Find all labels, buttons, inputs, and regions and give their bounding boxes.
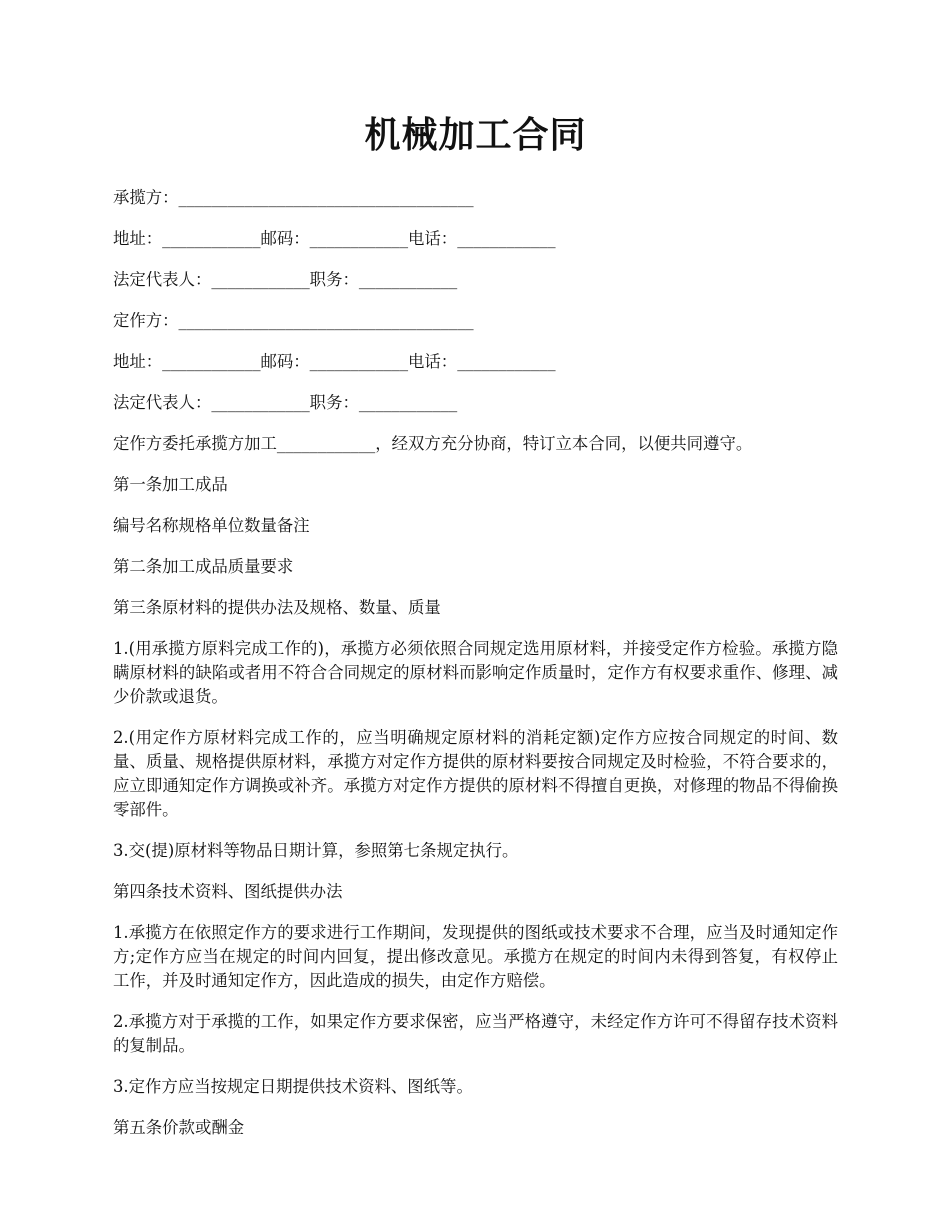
article-3-clause-3: 3.交(提)原材料等物品日期计算，参照第七条规定执行。 <box>113 841 519 860</box>
article-1-heading: 第一条加工成品 <box>113 475 228 494</box>
contractor-address-line: 地址：____________邮码：____________电话：____________ <box>113 229 556 248</box>
contractor-name-line: 承揽方：____________________________________ <box>113 188 474 207</box>
orderer-address-line: 地址：____________邮码：____________电话：____________ <box>113 352 556 371</box>
article-4-clause-2: 2.承揽方对于承揽的工作，如果定作方要求保密，应当严格遵守，未经定作方许可不得留存技术资料的复制品。 <box>113 1012 838 1055</box>
document-title: 机械加工合同 <box>364 114 587 156</box>
article-3-clause-1: 1.(用承揽方原料完成工作的)，承揽方必须依照合同规定选用原材料，并接受定作方检验。承揽方隐瞒原材料的缺陷或者用不符合合同规定的原材料而影响定作质量时，定作方有权要求重作、修理、减少价款或退货。 <box>113 639 838 706</box>
preamble-paragraph: 定作方委托承揽方加工____________，经双方充分协商，特订立本合同，以便共同遵守。 <box>113 434 753 453</box>
article-4-clause-1: 1.承揽方在依照定作方的要求进行工作期间，发现提供的图纸或技术要求不合理，应当及时通知定作方;定作方应当在规定的时间内回复，提出修改意见。承揽方在规定的时间内未得到答复，有权停止工作，并及时通知定作方，因此造成的损失，由定作方赔偿。 <box>113 923 838 990</box>
article-5-heading: 第五条价款或酬金 <box>113 1118 245 1137</box>
contractor-representative-line: 法定代表人：____________职务：____________ <box>113 270 458 289</box>
article-3-clause-2: 2.(用定作方原材料完成工作的，应当明确规定原材料的消耗定额)定作方应按合同规定的时间、数量、质量、规格提供原材料，承揽方对定作方提供的原材料要按合同规定及时检验，不符合要求的，应立即通知定作方调换或补齐。承揽方对定作方提供的原材料不得擅自更换，对修理的物品不得偷换零部件。 <box>113 728 838 819</box>
article-1-table-header: 编号名称规格单位数量备注 <box>113 516 310 535</box>
article-2-heading: 第二条加工成品质量要求 <box>113 557 294 576</box>
article-3-heading: 第三条原材料的提供办法及规格、数量、质量 <box>113 598 441 617</box>
orderer-representative-line: 法定代表人：____________职务：____________ <box>113 393 458 412</box>
article-4-heading: 第四条技术资料、图纸提供办法 <box>113 882 343 901</box>
orderer-name-line: 定作方：____________________________________ <box>113 311 474 330</box>
article-4-clause-3: 3.定作方应当按规定日期提供技术资料、图纸等。 <box>113 1077 473 1096</box>
